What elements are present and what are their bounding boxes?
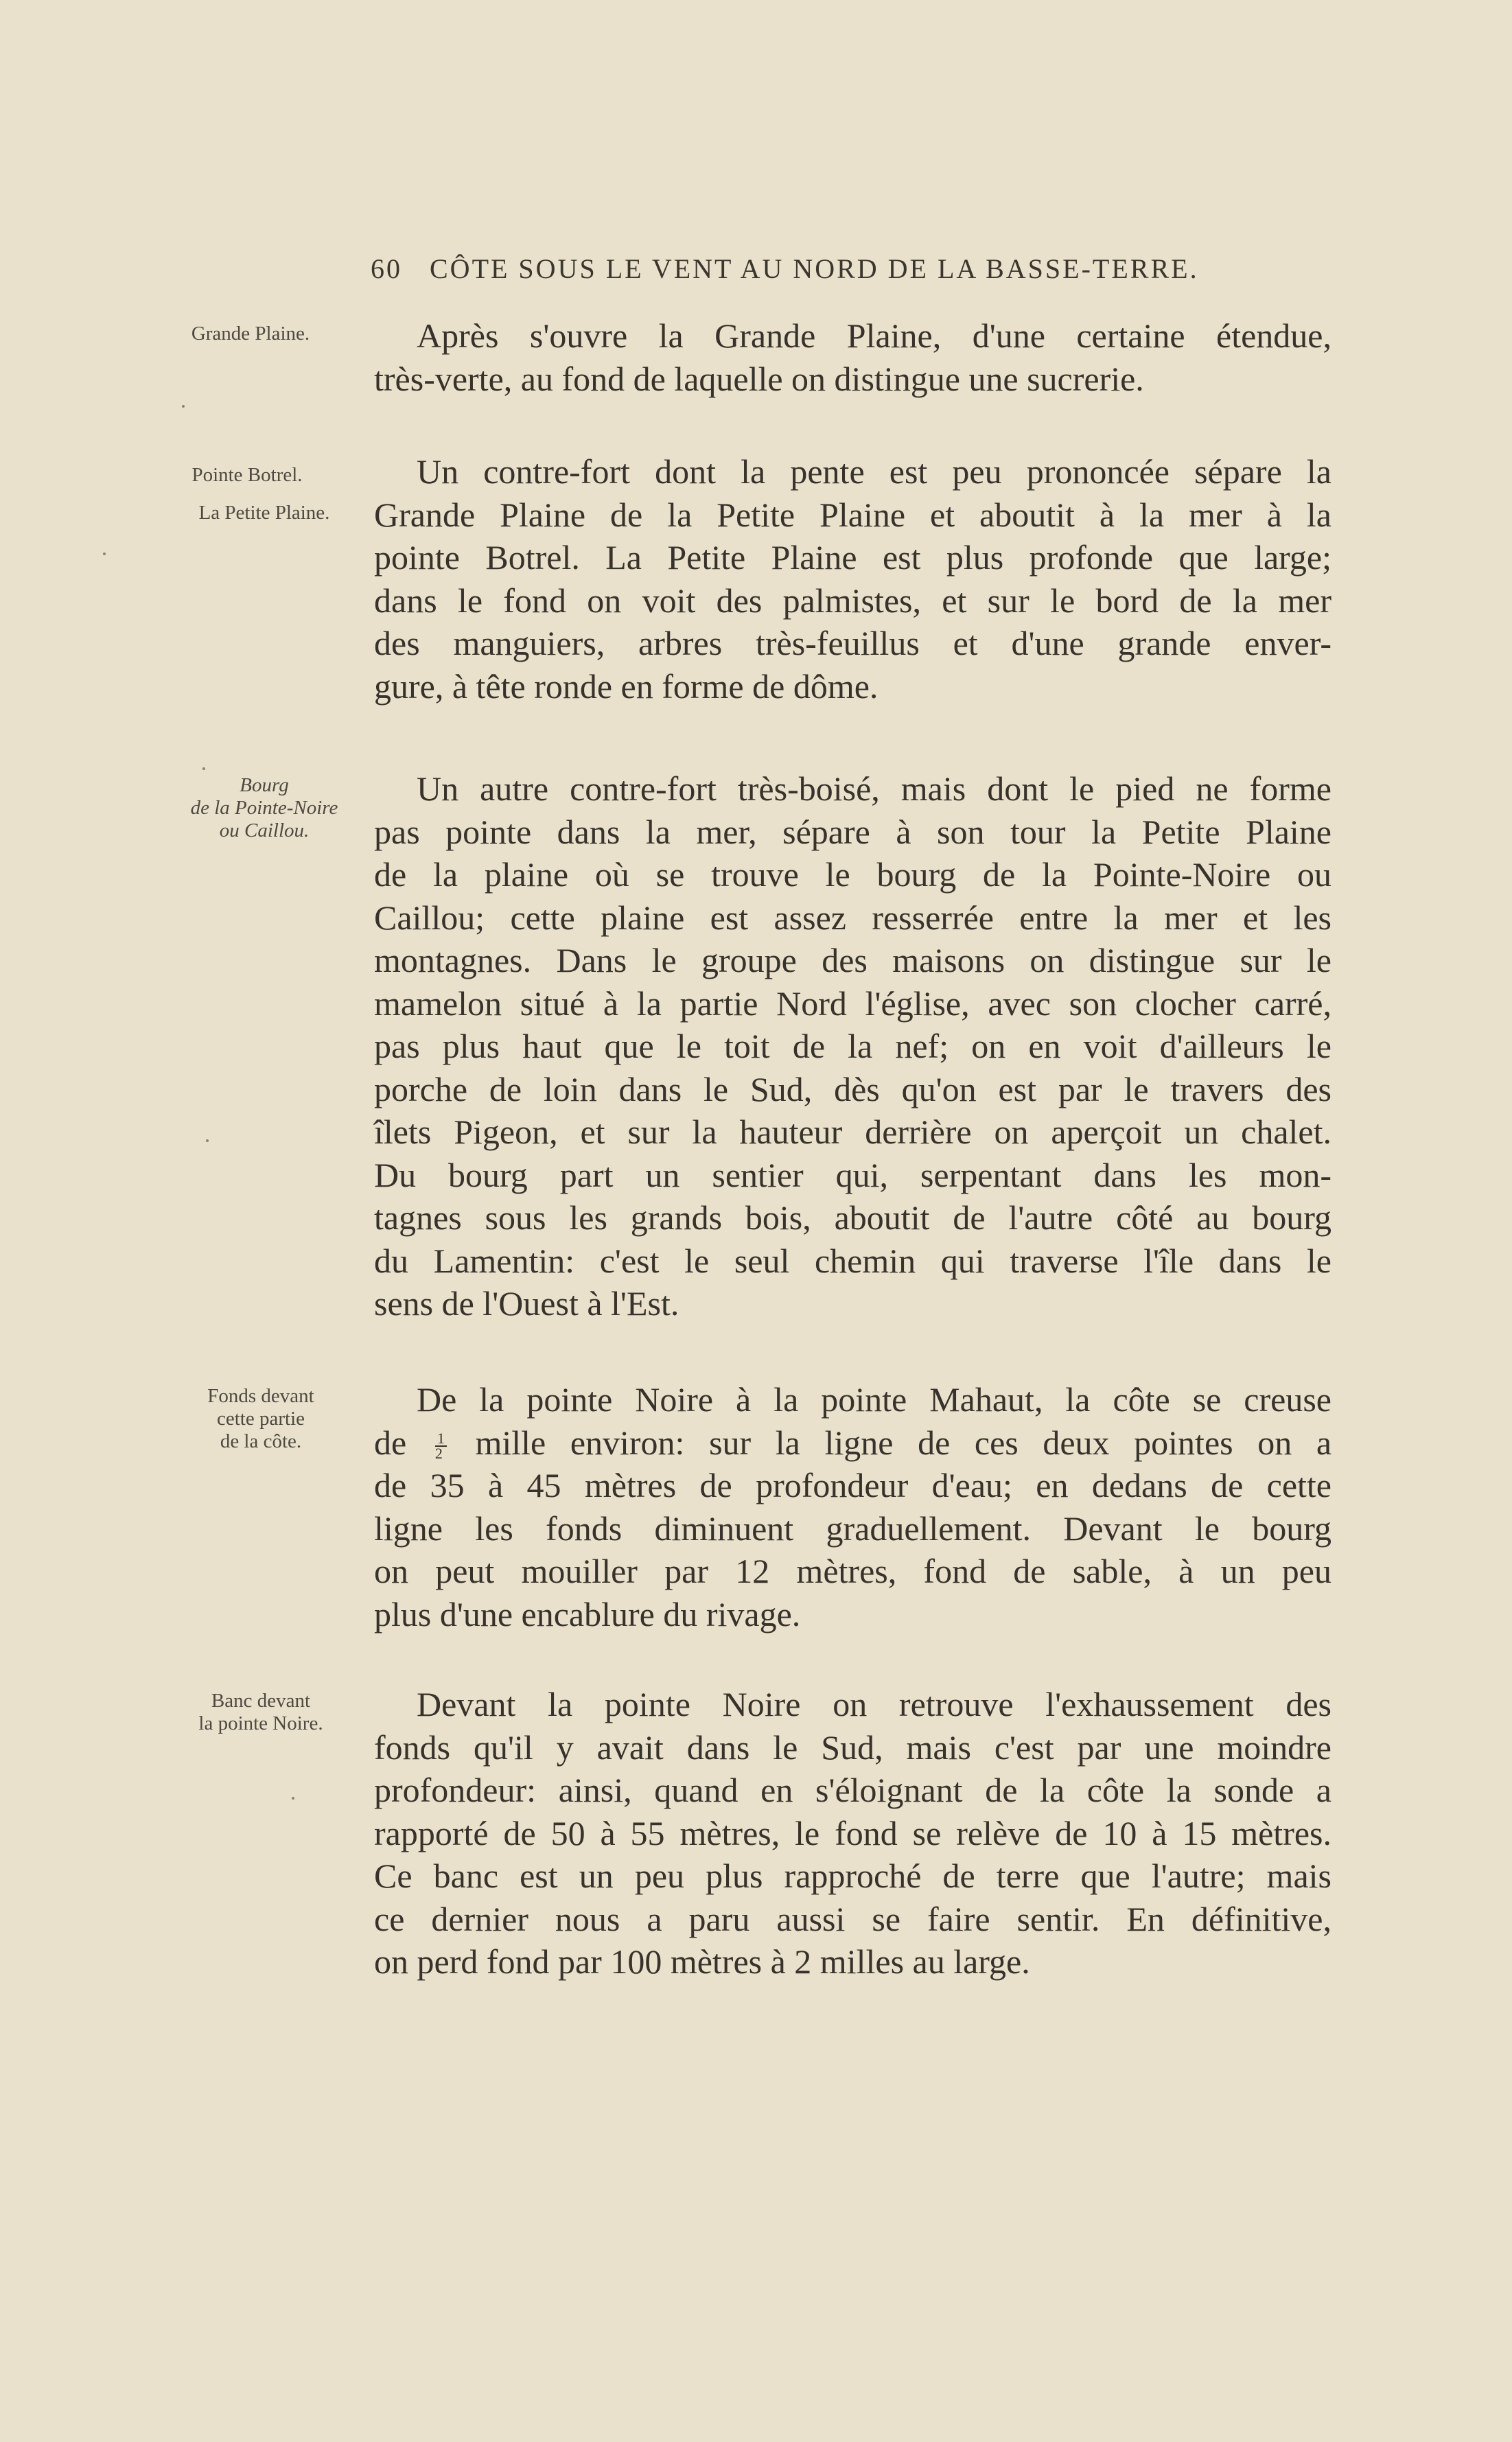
paper-speck [182, 405, 185, 408]
paper-speck [103, 553, 106, 555]
margin-note-pointe-botrel: Pointe Botrel. [191, 464, 303, 486]
margin-note-bourg: Bourg de la Pointe-Noire ou Caillou. [190, 774, 338, 841]
paper-speck [206, 1139, 209, 1142]
paper-speck [202, 767, 205, 770]
fraction-one-half: $\frac{1}{2}$ [435, 1432, 447, 1461]
paragraph-5: Devant la pointe Noire on retrouve l'exhaussement des fonds qu'il y avait dans le Sud, mais c'est par une moindre profondeur: ainsi, quand en s'éloignant de la côte la sonde a rapporté de 50 à 55 mètres, le fond se relève de 10 à 15 mètres. Ce banc est un peu plus rapproché de terre que l'autre; mais ce dernier nous a paru aussi se faire sentir. En définitive, on perd fond par 100 mètres à 2 milles au large. [374, 1685, 1331, 1981]
margin-note-banc: Banc devant la pointe Noire. [198, 1690, 323, 1734]
margin-note-petite-plaine: La Petite Plaine. [198, 502, 330, 524]
margin-note-fonds: Fonds devant cette partie de la côte. [207, 1385, 314, 1452]
paragraph-2: Un contre-fort dont la pente est peu prononcée sépare la Grande Plaine de la Petite Plaine et aboutit à la mer à la pointe Botrel. La Petite Plaine est plus profonde que large; dans le fond on voit des palmistes, et sur le bord de la mer des manguiers, arbres très-feuillus et d'une grande enver- gure, à tête ronde en forme de dôme. [374, 452, 1331, 706]
margin-note-grande-plaine: Grande Plaine. [191, 323, 310, 345]
running-header [371, 253, 1331, 285]
running-title: CÔTE SOUS LE VENT AU NORD DE LA BASSE-TERRE. [430, 253, 1199, 284]
paper-speck [292, 1797, 294, 1800]
paragraph-4: De la pointe Noire à la pointe Mahaut, la côte se creuse de $\frac{1}{2}$ mille environ: sur la ligne de ces deux pointes on a de 35 à 45 mètres de profondeur d'eau; en dedans de cette ligne les fonds diminuent graduellement. Devant le bourg on peut mouiller par 12 mètres, fond de sable, à un peu plus d'une encablure du rivage. [374, 1380, 1332, 1633]
line-with-fraction: de $\frac{1}{2}$ mille environ: sur la ligne de ces deux pointes on a [374, 1423, 1332, 1463]
paragraph-1: Après s'ouvre la Grande Plaine, d'une certaine étendue, très-verte, au fond de laquelle on distingue une sucrerie. [374, 316, 1331, 398]
page-number: 60 [371, 253, 402, 284]
paragraph-3: Un autre contre-fort très-boisé, mais dont le pied ne forme pas pointe dans la mer, sépare à son tour la Petite Plaine de la plaine où se trouve le bourg de la Pointe-Noire ou Caillou; cette plaine est assez resserrée entre la mer et les montagnes. Dans le groupe des maisons on distingue sur le mamelon situé à la partie Nord l'église, avec son clocher carré, pas plus haut que le toit de la nef; on en voit d'ailleurs le porche de loin dans le Sud, dès qu'on est par le travers des îlets Pigeon, et sur la hauteur derrière on aperçoit un chalet. Du bourg part un sentier qui, serpentant dans les mon- tagnes sous les grands bois, aboutit de l'autre côté au bourg du Lamentin: c'est le seul chemin qui traverse l'île dans le sens de l'Ouest à l'Est. [374, 769, 1331, 1323]
